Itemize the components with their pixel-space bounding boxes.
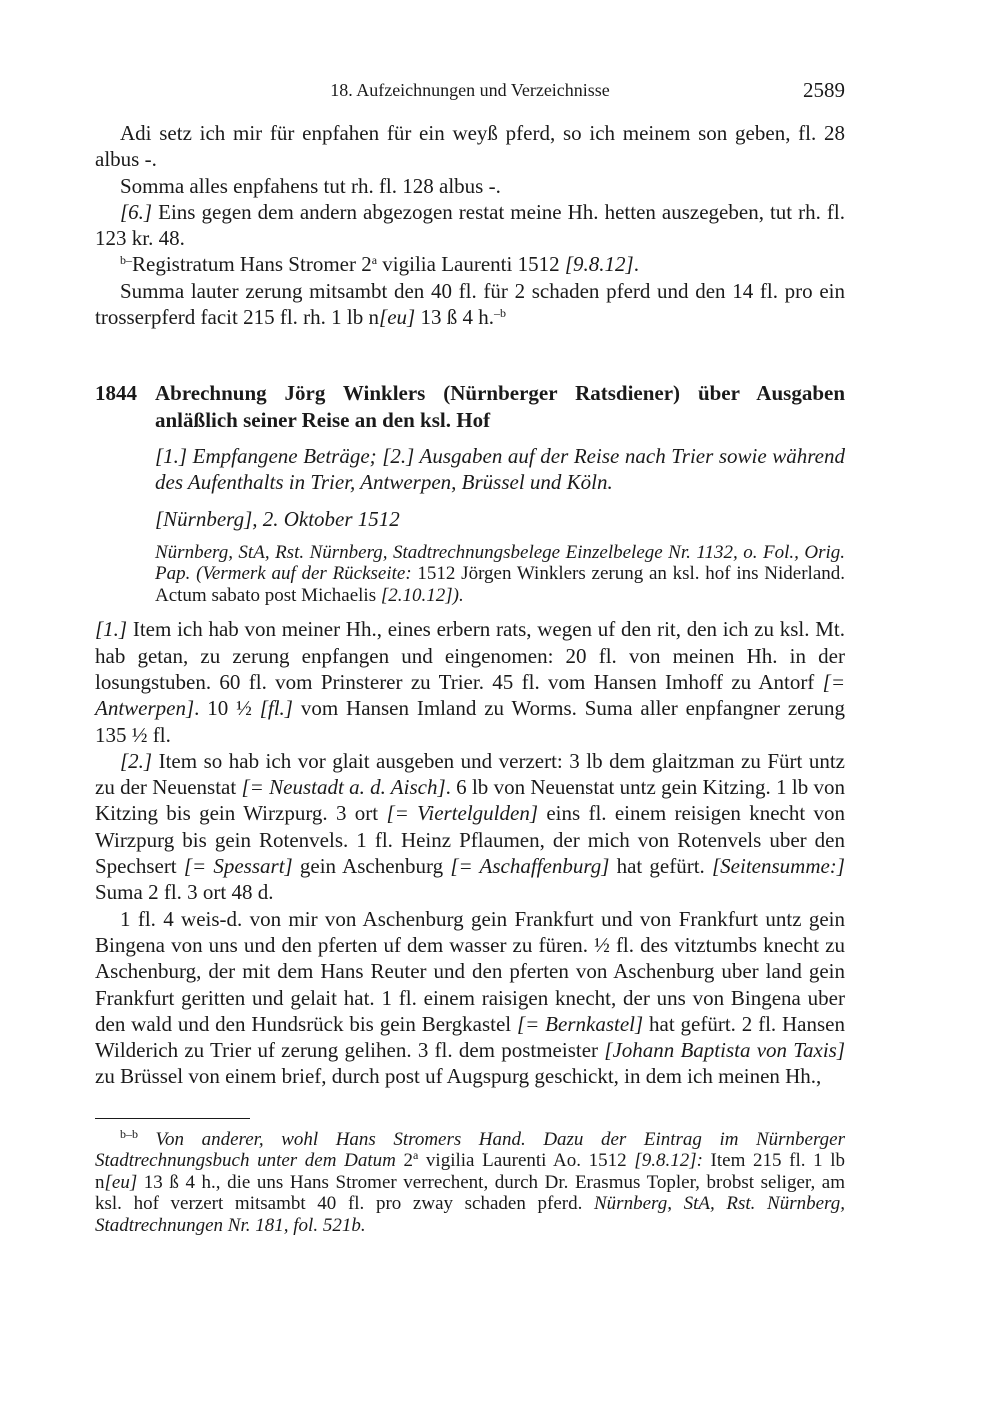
footnote-marker: –b xyxy=(493,306,506,321)
document-number: 1844 xyxy=(95,381,137,406)
page xyxy=(95,78,845,1236)
document-heading xyxy=(95,380,845,433)
paragraph: Adi setz ich mir für enpfahen für ein weyß pferd, so ich meinem son geben, fl. 28 albus -. xyxy=(95,121,845,172)
document-body xyxy=(95,616,845,1089)
footnote-marker: b–b xyxy=(120,1126,138,1141)
previous-document-continuation xyxy=(95,120,845,330)
paragraph: [6.] Eins gegen dem andern abgezogen restat meine Hh. hetten auszegeben, tut rh. fl. 123 kr. 48. xyxy=(95,199,845,251)
document-date: [Nürnberg], 2. Oktober 1512 xyxy=(155,506,400,531)
paragraph: $^{b-}$Registratum Hans Stromer 2$^a$ vigilia Laurenti 1512 [9.8.12]. xyxy=(120,252,639,277)
paragraph: Somma alles enpfahens tut rh. fl. 128 albus -. xyxy=(120,173,501,198)
footnote-marker: b– xyxy=(120,253,132,268)
paragraph: Summa lauter zerung mitsambt den 40 fl. für 2 schaden pferd und den 14 fl. pro ein trosserpferd facit 215 fl. rh. 1 lb n[eu] 13 ß 4 h.$^{-b}$ xyxy=(95,278,845,330)
paragraph: [2.] Item so hab ich vor glait ausgeben und verzert: 3 lb dem glaitzman zu Fürt untz zu der Neuenstat [= Neustadt a. d. Aisch]. 6 lb von Neuenstat untz gein Kitzing. 1 lb von Kitzing bis gein Wirzpurg. 3 ort [= Viertelgulden] eins fl. einem reisigen knecht von Wirzpurg bis gein Rotenvels. 1 fl. Heinz Pflaumen, der mich von Rotenvels uber den Spechsert [= Spessart] gein Aschenburg [= Aschaffenburg] hat gefürt. [Seitensumme:] Suma 2 fl. 3 ort 48 d. xyxy=(95,748,846,905)
editorial-date: [9.8.12] xyxy=(564,252,634,277)
section-label: [1.] xyxy=(95,617,128,642)
document-summary: [1.] Empfangene Beträge; [2.] Ausgaben auf der Reise nach Trier sowie während des Aufenthalts in Trier, Antwerpen, Brüssel und Köln. xyxy=(155,443,845,495)
document-title: Abrechnung Jörg Winklers (Nürnberger Ratsdiener) über Ausgaben anläßlich seiner Reise an den ksl. Hof xyxy=(155,381,845,432)
page-number: 2589 xyxy=(803,78,845,102)
footnote-divider xyxy=(95,1118,250,1119)
paragraph: 1 fl. 4 weis-d. von mir von Aschenburg gein Frankfurt und von Frankfurt untz gein Bingena von uns und den pferten uf dem wasser zu füren. ½ fl. des vitztumbs knecht zu Aschenburg, der mit dem Hans Reuter und den pferten von Aschenburg uber land gein Frankfurt geritten und gelait hat. 1 fl. einem raisigen knecht, der uns von Bingena uber den wald und den Hundsrück bis gein Bergkastel [= Bernkastel] hat gefürt. 2 fl. Hansen Wilderich zu Trier uf zerung gelihen. 3 fl. dem postmeister [Johann Baptista von Taxis] zu Brüssel von einem brief, durch post uf Augspurg geschickt, in dem ich meinen Hh., xyxy=(95,906,846,1089)
footnote: $^{b-b}$ Von anderer, wohl Hans Stromers Hand. Dazu der Eintrag im Nürnberger Stadtrechnungsbuch unter dem Datum 2$^a$ vigilia Laurenti Ao. 1512 [9.8.12]: Item 215 fl. 1 lb n[eu] 13 ß 4 h., die uns Hans Stromer verrechent, durch Dr. Erasmus Topler, brobst seliger, am ksl. hof verzert mitsambt 40 fl. pro zway schaden pferd. Nürnberg, StA, Rst. Nürnberg, Stadtrechnungen Nr. 181, fol. 521b. xyxy=(95,1126,846,1236)
section-label: [2.] xyxy=(120,748,153,773)
paragraph: [1.] Item ich hab von meiner Hh., eines erbern rats, wegen uf den rit, den ich zu ksl. Mt. hab getan, zu zerung enpfangen und eingenomen: 20 fl. von meinen Hh. in der losungstuben. 60 fl. vom Prinsterer zu Trier. 45 fl. vom Hansen Imhoff zu Antorf [= Antwerpen]. 10 ½ [fl.] vom Hansen Imland zu Worms. Suma aller enpfangner zerung 135 ½ fl. xyxy=(95,617,845,747)
document-source: Nürnberg, StA, Rst. Nürnberg, Stadtrechnungsbelege Einzelbelege Nr. 1132, o. Fol., Orig. Pap. (Vermerk auf der Rückseite: 1512 Jörgen Winklers zerung an ksl. hof ins Niderland. Actum sabato post Michaelis [2.10.12]). xyxy=(155,541,845,606)
running-head xyxy=(95,78,845,108)
running-head-title: 18. Aufzeichnungen und Verzeichnisse xyxy=(330,80,610,100)
section-label: [6.] xyxy=(120,199,153,224)
